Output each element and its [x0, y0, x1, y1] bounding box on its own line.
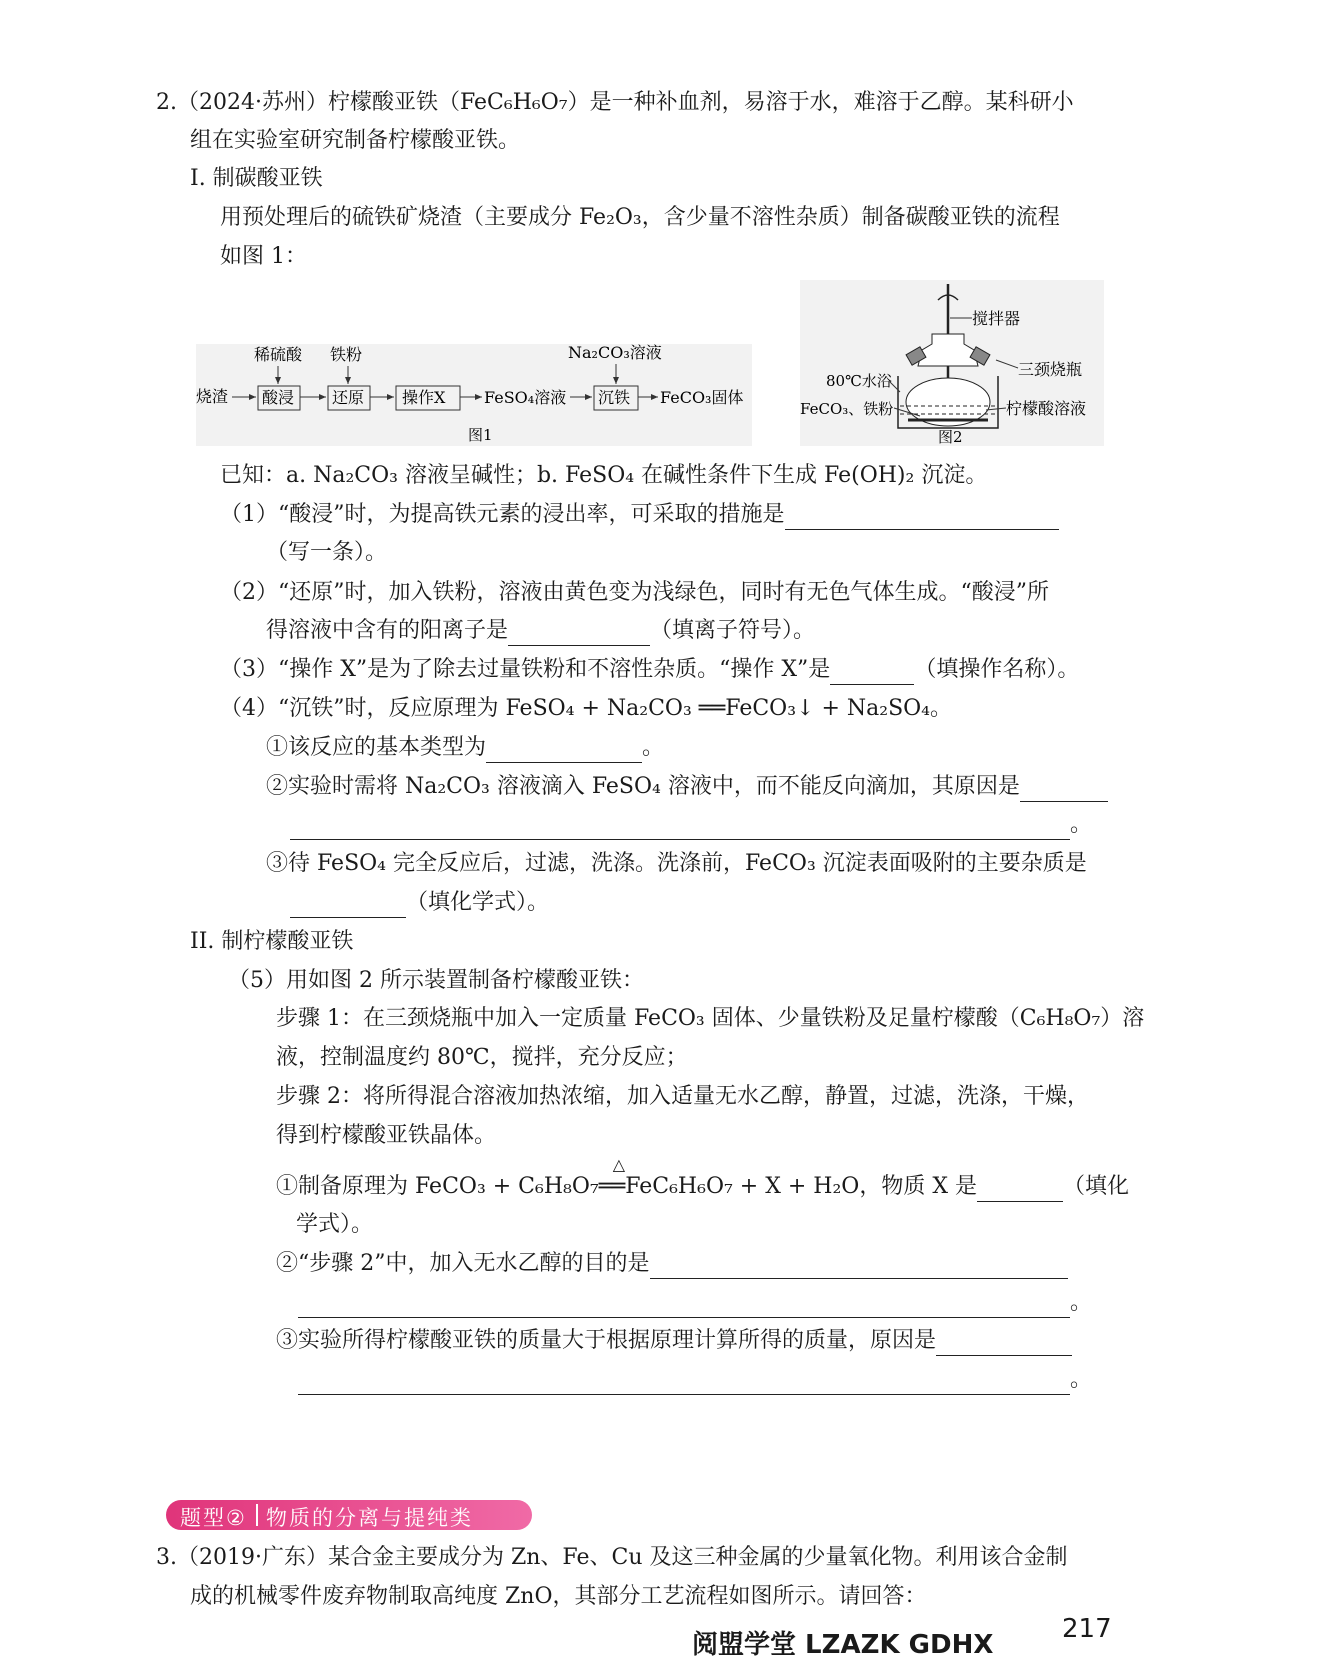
section2-title: II. 制柠檬酸亚铁	[190, 929, 354, 954]
fig1-box-leach: 酸浸	[262, 388, 295, 407]
part2-line2	[266, 616, 815, 646]
step2-line1: 步骤 2：将所得混合溶液加热浓缩，加入适量无水乙醇，静置，过滤，洗涤，干燥，	[276, 1084, 1089, 1109]
part3-line	[220, 655, 1079, 685]
fig2-caption: 图2	[938, 428, 963, 446]
part5-sub3	[276, 1326, 1072, 1356]
fig1-box-opx: 操作X	[402, 388, 446, 407]
q3-line1: 3.（2019·广东）某合金主要成分为 Zn、Fe、Cu 及这三种金属的少量氧化物。利用该合金制	[156, 1545, 1068, 1570]
part1-line1	[220, 500, 1059, 530]
end-dot: 。	[1070, 812, 1093, 837]
answer-blank-5-3a[interactable]	[936, 1329, 1072, 1356]
step1-line1: 步骤 1：在三颈烧瓶中加入一定质量 FeCO₃ 固体、少量铁粉及足量柠檬酸（C₆H₈O₇）溶	[276, 1006, 1145, 1031]
part5-sub2	[276, 1249, 1068, 1279]
part5-sub2-cont	[298, 1288, 1092, 1318]
part4-sub1-text: ①该反应的基本类型为	[266, 735, 487, 760]
answer-blank-5-2b[interactable]	[298, 1291, 1070, 1318]
answer-blank-5-2a[interactable]	[650, 1252, 1068, 1279]
fig1-caption: 图1	[468, 426, 493, 444]
part4-sub3-cont	[290, 888, 549, 918]
fig2-label-stirrer: 搅拌器	[972, 309, 1021, 328]
fig1-input-acid: 稀硫酸	[254, 345, 303, 364]
footer-brand: 阅盟学堂 LZAZK GDHX	[692, 1630, 994, 1660]
part5-sub1	[276, 1155, 1130, 1202]
end-dot: 。	[1070, 1290, 1093, 1315]
part4-line: （4）“沉铁”时，反应原理为 FeSO₄ + Na₂CO₃ ══FeCO₃↓ + Na₂SO₄。	[220, 696, 953, 721]
answer-blank-2[interactable]	[508, 619, 650, 646]
fig1-box-precip: 沉铁	[598, 388, 631, 407]
q3-line2: 成的机械零件废弃物制取高纯度 ZnO，其部分工艺流程如图所示。请回答：	[190, 1584, 927, 1609]
section1-line2: 如图 1：	[220, 244, 307, 269]
part5-sub3-text: ③实验所得柠檬酸亚铁的质量大于根据原理计算所得的质量，原因是	[276, 1328, 937, 1353]
part4-sub2-cont	[290, 810, 1092, 840]
fig2-label-solution: 柠檬酸溶液	[1006, 399, 1087, 418]
answer-blank-5-1[interactable]	[977, 1175, 1063, 1202]
part5-sub3-cont	[298, 1365, 1092, 1395]
fig2-label-bath: 80℃水浴	[826, 372, 892, 390]
part5-line: （5）用如图 2 所示装置制备柠檬酸亚铁：	[228, 968, 644, 993]
figure2-apparatus	[800, 280, 1104, 446]
answer-blank-1[interactable]	[785, 503, 1059, 530]
badge-left: 题型②	[180, 1506, 247, 1530]
answer-blank-4-3[interactable]	[290, 891, 406, 918]
q2-intro-line1: 2.（2024·苏州）柠檬酸亚铁（FeC₆H₆O₇）是一种补血剂，易溶于水，难溶于乙醇。某科研小	[156, 90, 1074, 115]
figure1-flowchart	[196, 344, 752, 446]
section1-title: I. 制碳酸亚铁	[190, 166, 323, 191]
heat-triangle-icon: △	[612, 1155, 626, 1174]
fig1-mid: FeSO₄溶液	[484, 388, 567, 407]
known-info: 已知：a. Na₂CO₃ 溶液呈碱性；b. FeSO₄ 在碱性条件下生成 Fe(OH)₂ 沉淀。	[220, 463, 988, 488]
badge-divider	[256, 1504, 258, 1526]
part4-sub2-text: ②实验时需将 Na₂CO₃ 溶液滴入 FeSO₄ 溶液中，而不能反向滴加，其原因是	[266, 774, 1020, 799]
step1-line2: 液，控制温度约 80℃，搅拌，充分反应；	[276, 1045, 688, 1070]
badge-right: 物质的分离与提纯类	[266, 1506, 473, 1530]
page-number: 217	[1062, 1614, 1112, 1644]
part3-text: （3）“操作 X”是为了除去过量铁粉和不溶性杂质。“操作 X”是	[220, 657, 831, 682]
part1-text: （1）“酸浸”时，为提高铁元素的浸出率，可采取的措施是	[220, 502, 785, 527]
part4-sub3-hint: （填化学式）。	[406, 890, 550, 915]
part2-line1: （2）“还原”时，加入铁粉，溶液由黄色变为浅绿色，同时有无色气体生成。“酸浸”所	[220, 580, 1049, 605]
part1-line2: （写一条）。	[266, 540, 388, 565]
fig1-input-iron: 铁粉	[330, 345, 363, 364]
fig1-box-reduce: 还原	[332, 388, 365, 407]
fig1-start: 烧渣	[196, 387, 229, 406]
fig2-label-solids: FeCO₃、铁粉	[800, 400, 894, 418]
fig1-end: FeCO₃固体	[660, 388, 744, 407]
answer-blank-4-2a[interactable]	[1020, 775, 1108, 802]
equation-equals: ══	[598, 1174, 626, 1199]
part4-sub1	[266, 733, 664, 763]
answer-blank-3[interactable]	[830, 658, 914, 685]
fig1-input-na2co3: Na₂CO₃溶液	[568, 344, 662, 362]
end-dot: 。	[1070, 1367, 1093, 1392]
part4-sub1-dot: 。	[642, 735, 665, 760]
part5-sub1-cont: 学式）。	[296, 1212, 374, 1237]
part5-sub1-products: FeC₆H₆O₇ + X + H₂O，物质 X 是	[625, 1174, 977, 1199]
part3-hint: （填操作名称）。	[914, 657, 1080, 682]
part4-sub2	[266, 772, 1108, 802]
part5-sub1-text: ①制备原理为 FeCO₃ + C₆H₈O₇	[276, 1174, 599, 1199]
part2-hint: （填离子符号）。	[650, 618, 816, 643]
part2-text: 得溶液中含有的阳离子是	[266, 618, 509, 643]
fig2-label-flask: 三颈烧瓶	[1018, 360, 1083, 379]
q2-intro-line2: 组在实验室研究制备柠檬酸亚铁。	[190, 128, 521, 153]
part5-sub1-hint: （填化	[1063, 1174, 1130, 1199]
part4-sub3: ③待 FeSO₄ 完全反应后，过滤，洗涤。洗涤前，FeCO₃ 沉淀表面吸附的主要杂质是	[266, 851, 1087, 876]
answer-blank-4-1[interactable]	[486, 736, 642, 763]
question-type-badge	[166, 1500, 532, 1530]
part5-sub2-text: ②“步骤 2”中，加入无水乙醇的目的是	[276, 1251, 650, 1276]
answer-blank-5-3b[interactable]	[298, 1368, 1070, 1395]
answer-blank-4-2b[interactable]	[290, 813, 1070, 840]
step2-line2: 得到柠檬酸亚铁晶体。	[276, 1123, 497, 1148]
section1-line1: 用预处理后的硫铁矿烧渣（主要成分 Fe₂O₃，含少量不溶性杂质）制备碳酸亚铁的流程	[220, 205, 1060, 230]
